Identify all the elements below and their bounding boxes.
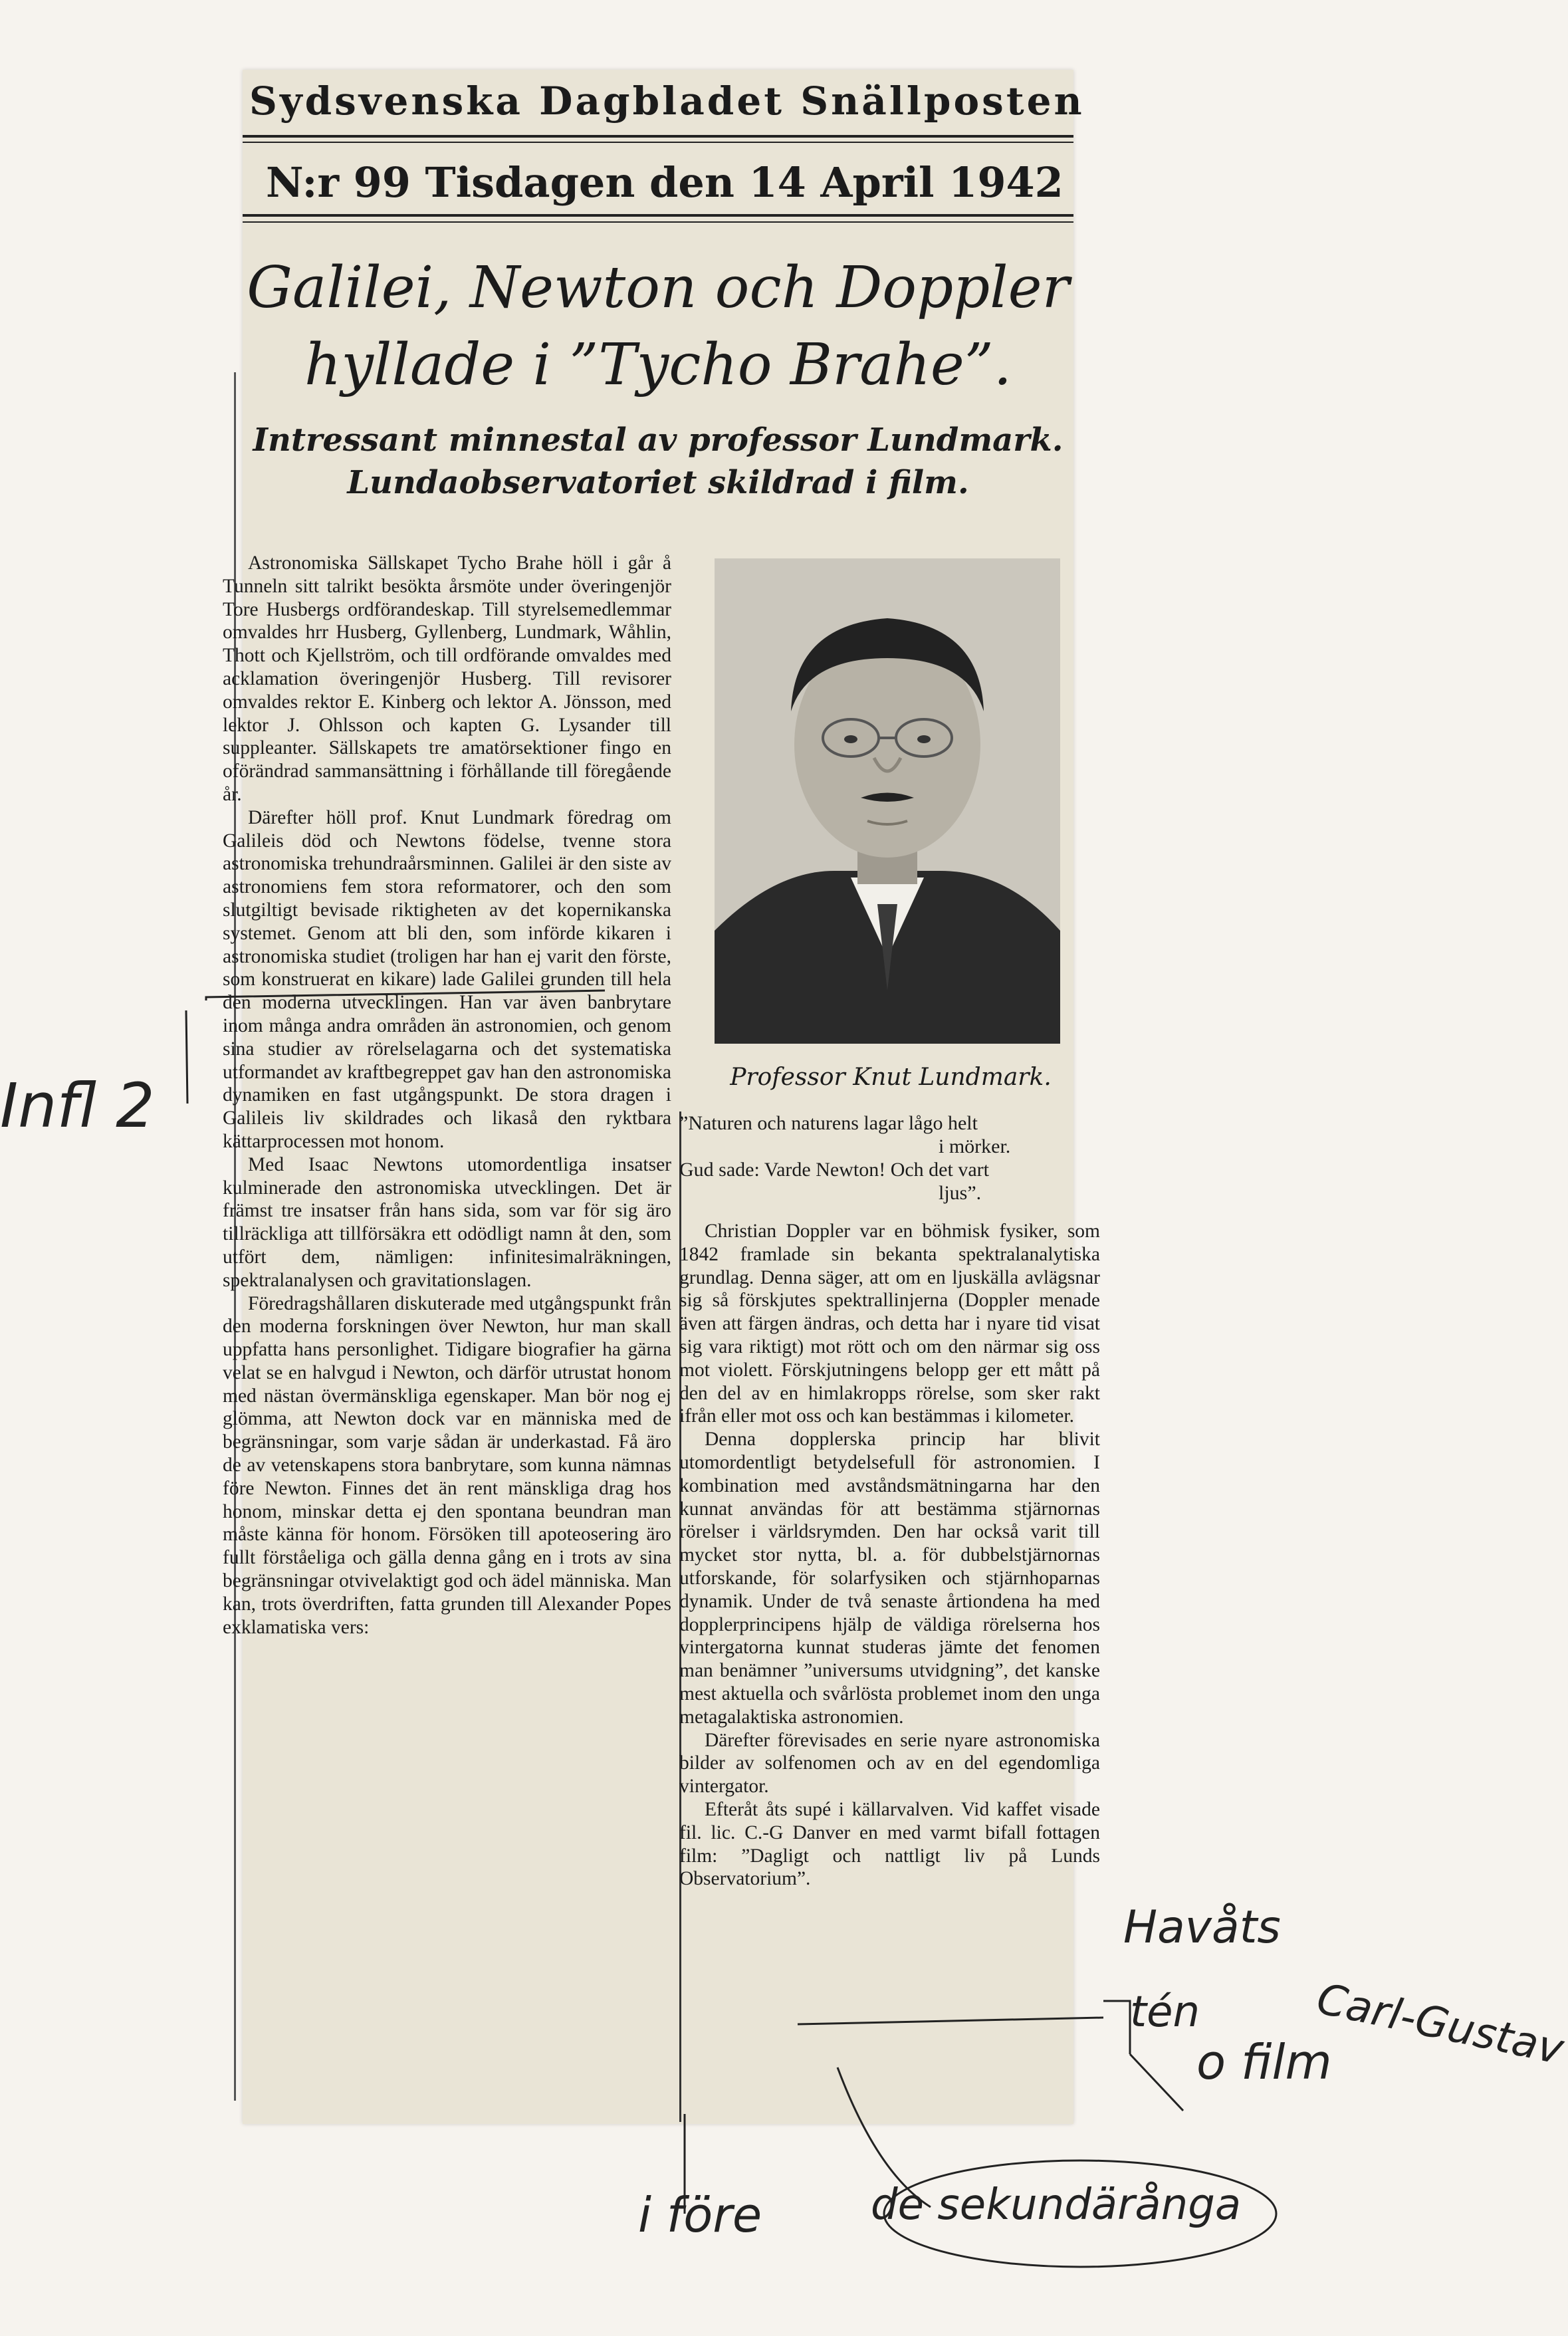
paragraph-3: Med Isaac Newtons utomordentliga insatser kulminerade den astronomiska utvecklingen. Det är främst tre insatser från hans sida, som var för sig äro tillräckliga att tillförsäkra ett odödligt namn åt den, som utfört dem, nämligen: infinitesimalräkningen, spektralanalysen och gravitationslagen. bbox=[223, 1153, 671, 1291]
correction-strike bbox=[798, 2018, 1103, 2024]
insertion-mark bbox=[186, 1010, 187, 1104]
verse-line-1: ”Naturen och naturens lagar lågo helt bbox=[679, 1112, 978, 1134]
handwritten-note-ten: tén bbox=[1130, 1988, 1200, 2037]
paragraph-principle: Denna dopplerska princip har blivit utomordentligt betydelsefull för astronomien. I kombination med avståndsmätningarna har den kunnat användas för att bestämma stjärnornas rörelser i världsrymden. Den har också varit till mycket stor nytta, bl. a. för dubbelstjärnornas utforskande, för solarfysiken och stjärnhoparnas dynamik. Under de två senaste årtiondena ha med dopplerprincipens hjälp de väldiga rörelserna hos vintergatorna kunnat studeras jämte det fenomen man benämner ”universums utvidgning”, det kanske mest aktuella och svårlösta problemet inom den unga metagalaktiska astronomien. bbox=[679, 1429, 1100, 1728]
handwritten-note-infl: Infl 2 bbox=[0, 1070, 155, 1141]
subhead-line-2: Lundaobservatoriet skildrad i film. bbox=[347, 464, 969, 501]
correction-mark-1 bbox=[1103, 2001, 1130, 2054]
paragraph-doppler: Christian Doppler var en böhmisk fysiker, som 1842 framlade sin bekanta spektralanalytiska grundlag. Denna säger, att om en ljuskälla avlägsnar sig så förskjutes spektrallinjerna (Doppler menade även att färgen ändras, och detta har i nyare tid visat sig vara riktigt) mot rött och om den närmar sig oss mot violett. Förskjutningens belopp ger ett mått på den del av en himlakropps rörelse, som sker rakt ifrån eller mot oss och kan bestämmas i kilometer. bbox=[679, 1221, 1100, 1427]
insertion-line bbox=[206, 991, 605, 1000]
handwritten-note-film: o film bbox=[1196, 2034, 1332, 2090]
verse-line-4: ljus”. bbox=[939, 1182, 982, 1204]
paragraph-2: Därefter höll prof. Knut Lundmark föredrag om Galileis död och Newtons födelse, tvenne stora astronomiska trehundraårsminnen. Galilei är den siste av astronomiens fem stora reformatorer, och den som slutgiltigt bevisade riktigheten av det kopernikanska systemet. Genom att bli den, som införde kikaren i astronomiska studiet (troligen har han ej varit den förste, som konstruerat en kikare) lade Galilei grunden till hela den moderna utvecklingen. Han var även banbrytare inom många andra områden än astronomien, och genom sina studier av rörelselagarna och det systematiska utformandet av kraftbegreppet gav han den astronomiska dynamiken en fast utgångspunkt. De stora dragen i Galileis liv skildrades och likaså den ryktbara kättarprocessen mot honom. bbox=[223, 806, 671, 1152]
paragraph-4: Föredragshållaren diskuterade med utgångspunkt från den moderna forskningen över Newton, hur man skall uppfatta hans personlighet. Tidigare biografier ha gärna velat se en halvgud i Newton, och därför utrustat honom med nästan övermänskliga egenskaper. Man bör nog ej glömma, att Newton dock var en människa med de begränsningar, som varje sådan är underkastad. Få äro de av vetenskapens stora banbrytare, som kunna nämnas före Newton. Finnes det än rent mänskliga drag hos honom, minskar detta ej den spontana beundran man måste känna för honom. Försöken till apoteosering äro fullt förståeliga och gälla denna gång en i trots av sina begränsningar otvivelaktigt god och ädel människa. Man kan, trots överdriften, fatta grunden till Alexander Popes exklamatiska vers: bbox=[223, 1292, 671, 1638]
headline-line-1: Galilei, Newton och Doppler bbox=[247, 255, 1069, 321]
verse-line-2: i mörker. bbox=[939, 1135, 1011, 1157]
photo-caption: Professor Knut Lundmark. bbox=[730, 1064, 1052, 1091]
paragraph-supper: Efteråt åts supé i källarvalven. Vid kaffet visade fil. lic. C.-G Danver en med varmt bifall fottagen film: ”Dagligt och nattligt liv på Lunds Observatorium”. bbox=[679, 1798, 1100, 1890]
correction-arrow bbox=[1130, 2054, 1183, 2111]
masthead-title: Sydsvenska Dagbladet Snällposten bbox=[249, 78, 1085, 124]
handwritten-note-havats: Havåts bbox=[1123, 1901, 1281, 1954]
paragraph-1: Astronomiska Sällskapet Tycho Brahe höll i går å Tunneln sitt talrikt besökta årsmöte under överingenjör Tore Husbergs ordförandeskap. Till styrelsemedlemmar omvaldes hrr Husberg, Gyllenberg, Lundmark, Wåhlin, Thott och Kjellström, och till ordförande omvaldes med acklamation överingenjör Husberg. Till revisorer omvaldes rektor E. Kinberg och lektor A. Jönsson, med lektor J. Ohlsson och kapten G. Lysander till suppleanter. Sällskapets tre amatörsektioner fingo en oförändrad sammansättning i förhållande till föregående år. bbox=[223, 552, 671, 805]
handwritten-note-carl: Carl-Gustav bbox=[1312, 1974, 1568, 2075]
subhead-line-1: Intressant minnestal av professor Lundmark. bbox=[253, 421, 1064, 459]
verse-line-3: Gud sade: Varde Newton! Och det vart bbox=[679, 1159, 989, 1181]
issue-line: N:r 99 Tisdagen den 14 April 1942 bbox=[266, 158, 1064, 207]
handwritten-note-sekund: de sekundärånga bbox=[871, 2180, 1242, 2230]
headline-line-2: hyllade i ”Tycho Brahe”. bbox=[304, 332, 1012, 398]
handwritten-note-fore: i före bbox=[638, 2187, 762, 2243]
paragraph-screening: Därefter förevisades en serie nyare astronomiska bilder av solfenomen och av en del egendomliga vintergator. bbox=[679, 1729, 1100, 1798]
